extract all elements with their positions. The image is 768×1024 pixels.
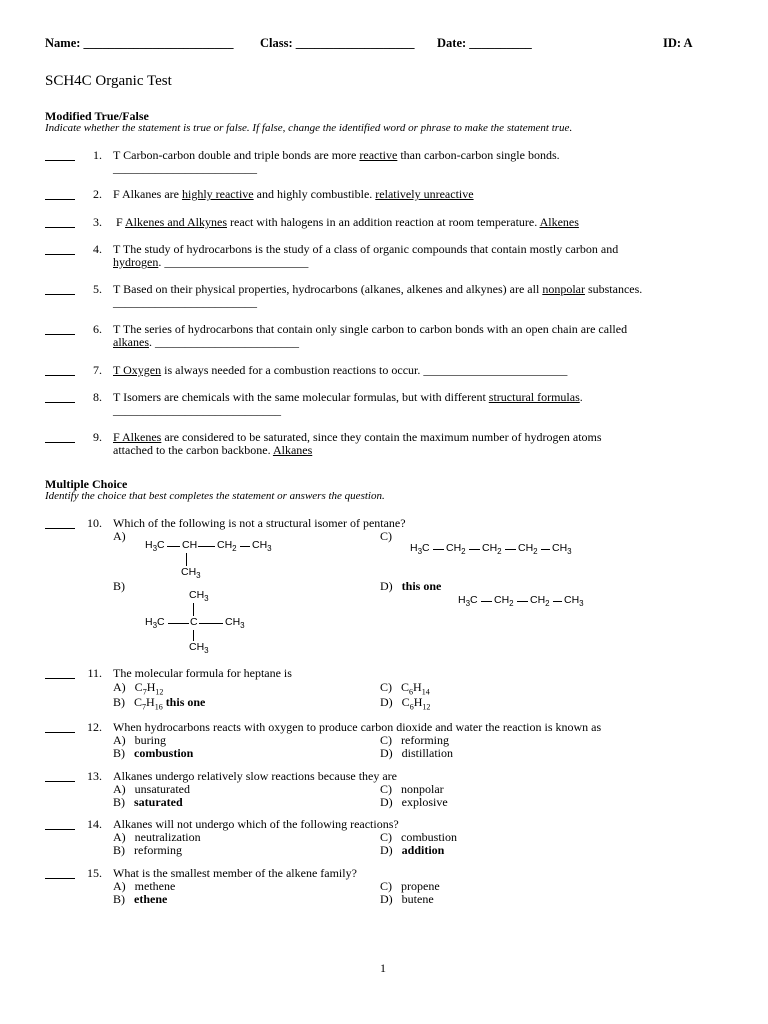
option-c: C) nonpolar bbox=[380, 782, 444, 796]
question-number: 4. bbox=[93, 242, 102, 256]
question-number: 11. bbox=[87, 666, 102, 680]
question-text: What is the smallest member of the alkene family? bbox=[113, 866, 357, 880]
option-a: A) methene bbox=[113, 879, 176, 893]
question-number: 14. bbox=[87, 817, 102, 831]
answer-blank bbox=[45, 227, 75, 228]
question-text: T The series of hydrocarbons that contain only single carbon to carbon bonds with an open chain are called bbox=[113, 322, 628, 336]
option-label-c: C) bbox=[380, 529, 392, 543]
question-number: 7. bbox=[93, 363, 102, 377]
question-text: F Alkenes and Alkynes react with halogens in an addition reaction at room temperature. Alkenes bbox=[113, 215, 579, 229]
answer-blank bbox=[45, 199, 75, 200]
question-text: T Isomers are chemicals with the same molecular formulas, but with different structural formulas. bbox=[113, 390, 583, 404]
option-c: C) propene bbox=[380, 879, 440, 893]
answer-blank bbox=[45, 375, 75, 376]
date-field-label: Date: __________ bbox=[437, 36, 532, 50]
class-field-label: Class: ___________________ bbox=[260, 36, 415, 50]
option-c: C) combustion bbox=[380, 830, 457, 844]
option-d: D) butene bbox=[380, 892, 434, 906]
answer-blank bbox=[45, 528, 75, 529]
option-d: D) $C_6H_{12}$ bbox=[380, 695, 431, 712]
question-number: 9. bbox=[93, 430, 102, 444]
question-text: F Alkenes are considered to be saturated, since they contain the maximum number of hydrogen atoms bbox=[113, 430, 602, 444]
option-c: C) reforming bbox=[380, 733, 449, 747]
mc-instructions: Identify the choice that best completes the statement or answers the question. bbox=[45, 490, 385, 502]
question-text: T Carbon-carbon double and triple bonds are more reactive than carbon-carbon single bonds. bbox=[113, 148, 560, 162]
question-number: 3. bbox=[93, 215, 102, 229]
question-text: Alkanes undergo relatively slow reactions because they are bbox=[113, 769, 398, 783]
question-text: T Oxygen is always needed for a combustion reactions to occur. ________________________ bbox=[113, 363, 568, 377]
option-a: A) buring bbox=[113, 733, 167, 747]
answer-blank bbox=[45, 829, 75, 830]
option-a: A) neutralization bbox=[113, 830, 201, 844]
question-text-cont: hydrogen. ________________________ bbox=[113, 255, 309, 269]
answer-line: ________________________ bbox=[113, 295, 257, 309]
option-b: B) $C_7H_{16}$ this one bbox=[113, 695, 206, 712]
answer-blank bbox=[45, 402, 75, 403]
answer-blank bbox=[45, 254, 75, 255]
question-text: Which of the following is not a structural isomer of pentane? bbox=[113, 516, 406, 530]
option-label-b: B) bbox=[113, 579, 125, 593]
id-label: ID: A bbox=[663, 36, 693, 50]
option-d: D) explosive bbox=[380, 795, 448, 809]
option-d: D) addition bbox=[380, 843, 445, 857]
question-number: 12. bbox=[87, 720, 102, 734]
answer-line: ________________________ bbox=[113, 161, 257, 175]
question-number: 8. bbox=[93, 390, 102, 404]
answer-blank bbox=[45, 732, 75, 733]
question-text: Alkanes will not undergo which of the following reactions? bbox=[113, 817, 399, 831]
question-number: 1. bbox=[93, 148, 102, 162]
answer-blank bbox=[45, 878, 75, 879]
page-title: SCH4C Organic Test bbox=[45, 73, 172, 89]
page-number: 1 bbox=[380, 961, 386, 975]
answer-blank bbox=[45, 294, 75, 295]
answer-line: ____________________________ bbox=[113, 403, 281, 417]
option-b: B) combustion bbox=[113, 746, 194, 760]
option-a: A) $C_7H_{12}$ bbox=[113, 680, 164, 697]
question-text-cont: attached to the carbon backbone. Alkanes bbox=[113, 443, 313, 457]
option-label-a: A) bbox=[113, 529, 126, 543]
answer-blank bbox=[45, 442, 75, 443]
name-field-label: Name: ________________________ bbox=[45, 36, 234, 50]
option-label-d: D) this one bbox=[380, 579, 442, 593]
answer-blank bbox=[45, 781, 75, 782]
answer-blank bbox=[45, 160, 75, 161]
tf-section-heading: Modified True/False bbox=[45, 109, 149, 123]
question-text-cont: alkanes. ________________________ bbox=[113, 335, 299, 349]
mc-section-heading: Multiple Choice bbox=[45, 477, 128, 491]
question-text: F Alkanes are highly reactive and highly combustible. relatively unreactive bbox=[113, 187, 474, 201]
question-text: When hydrocarbons reacts with oxygen to produce carbon dioxide and water the reaction is known as bbox=[113, 720, 602, 734]
answer-blank bbox=[45, 678, 75, 679]
question-text: The molecular formula for heptane is bbox=[113, 666, 292, 680]
tf-instructions: Indicate whether the statement is true or false. If false, change the identified word or phrase to make the statement true. bbox=[45, 122, 573, 134]
option-b: B) ethene bbox=[113, 892, 168, 906]
option-c: C) $C_6H_{14}$ bbox=[380, 680, 430, 697]
option-b: B) saturated bbox=[113, 795, 183, 809]
option-b: B) reforming bbox=[113, 843, 182, 857]
question-number: 2. bbox=[93, 187, 102, 201]
question-text: T The study of hydrocarbons is the study of a class of organic compounds that contain mostly carbon and bbox=[113, 242, 619, 256]
question-number: 13. bbox=[87, 769, 102, 783]
question-text: T Based on their physical properties, hydrocarbons (alkanes, alkenes and alkynes) are all nonpolar substances. bbox=[113, 282, 643, 296]
question-number: 10. bbox=[87, 516, 102, 530]
question-number: 6. bbox=[93, 322, 102, 336]
option-d: D) distillation bbox=[380, 746, 454, 760]
question-number: 5. bbox=[93, 282, 102, 296]
option-a: A) unsaturated bbox=[113, 782, 190, 796]
question-number: 15. bbox=[87, 866, 102, 880]
answer-blank bbox=[45, 334, 75, 335]
